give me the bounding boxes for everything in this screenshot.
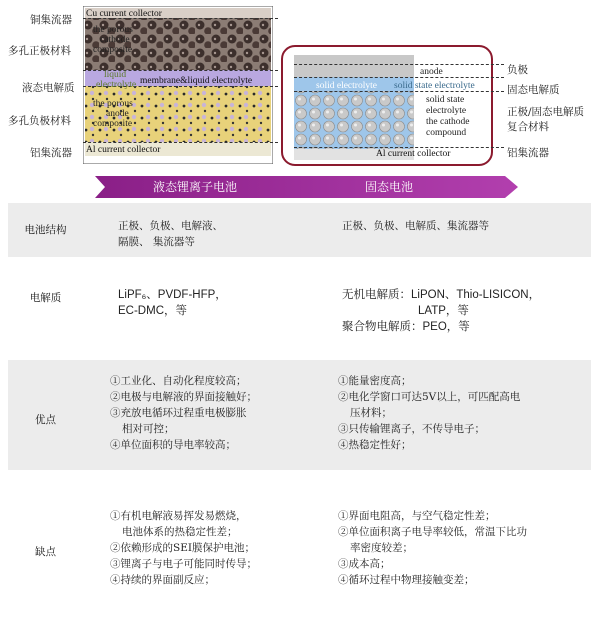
composite-text-2: electrolyte bbox=[426, 106, 467, 116]
liquid-disadvantage-line: ④持续的界面副反应； bbox=[110, 574, 215, 586]
solid-disadvantage-line: ④循环过程中物理接触变差； bbox=[338, 574, 475, 586]
cathode-text-1: the porous bbox=[93, 25, 133, 35]
solid-disadvantage-line: 率密度较差； bbox=[350, 542, 413, 554]
solid-structure-cell bbox=[342, 218, 489, 234]
liquid-text-1: liquid bbox=[104, 70, 127, 80]
solid-electrolyte-cell bbox=[342, 287, 540, 335]
liquid-advantage-line: ②电极与电解液的界面接触好； bbox=[110, 391, 257, 403]
liquid-disadvantage-line: ③锂离子与电子可能同时传导； bbox=[110, 558, 257, 570]
solid-electrolyte-line: 无机电解质：LiPON、Thio-LISICON， bbox=[342, 289, 541, 301]
solid-advantage-line: ④热稳定性好； bbox=[338, 439, 412, 451]
solid-electrolyte-text: solid electrolyte bbox=[316, 81, 377, 91]
cathode-text-2: cathode bbox=[100, 35, 130, 45]
membrane-text: membrane&liquid electrolyte bbox=[140, 76, 253, 86]
liquid-electrolyte-line: LiPF₆、PVDF-HFP， bbox=[118, 289, 227, 301]
left-label-cu-collector: 铜集流器 bbox=[30, 14, 72, 26]
row-label-electrolyte: 电解质 bbox=[29, 292, 62, 304]
solid-electrolyte-line: 聚合物电解质：PEO，等 bbox=[342, 321, 470, 333]
solid-state-electrolyte-text: solid state electrolyte bbox=[394, 81, 475, 91]
comparison-banner bbox=[95, 176, 518, 198]
anode-text-1: the porous bbox=[93, 99, 133, 109]
liquid-electrolyte-cell bbox=[118, 287, 227, 319]
left-label-liquid-electrolyte: 液态电解质 bbox=[22, 82, 75, 94]
anode-text-2: anode bbox=[106, 109, 129, 119]
al-collector-text: Al current collector bbox=[86, 145, 161, 155]
banner-solid-title: 固态电池 bbox=[365, 180, 414, 194]
solid-advantages-cell bbox=[338, 373, 520, 453]
composite-text-1: solid state bbox=[426, 95, 465, 105]
right-label-solid-electrolyte: 固态电解质 bbox=[507, 84, 560, 96]
row-label-advantages: 优点 bbox=[35, 414, 56, 426]
liquid-structure-line: 正极、负极、电解液、 bbox=[118, 220, 223, 232]
liquid-disadvantage-line: ①有机电解液易挥发易燃烧， bbox=[110, 510, 247, 522]
solid-cell-illustration bbox=[294, 55, 414, 160]
solid-disadvantage-line: ②单位面积离子电导率较低，常温下比功 bbox=[338, 526, 527, 538]
right-label-anode: 负极 bbox=[507, 64, 528, 76]
solid-structure-line: 正极、负极、电解质、集流器等 bbox=[342, 220, 489, 232]
left-label-cathode: 多孔正极材料 bbox=[8, 45, 71, 57]
solid-advantage-line: ③只传输锂离子，不传导电子； bbox=[338, 423, 485, 435]
liquid-advantages-cell bbox=[110, 373, 257, 453]
liquid-advantage-line: ④单位面积的导电率较高； bbox=[110, 439, 236, 451]
solid-advantage-line: 压材料； bbox=[350, 407, 392, 419]
left-label-al-collector: 铝集流器 bbox=[30, 147, 72, 159]
anode-text-3: composite bbox=[93, 119, 133, 129]
solid-advantage-line: ②电化学窗口可达5V以上，可匹配高电 bbox=[338, 391, 521, 403]
row-label-structure: 电池结构 bbox=[24, 224, 67, 236]
banner-liquid-title: 液态锂离子电池 bbox=[153, 180, 238, 194]
solid-disadvantages-cell bbox=[338, 508, 527, 588]
solid-disadvantage-line: ①界面电阻高，与空气稳定性差； bbox=[338, 510, 496, 522]
left-label-anode: 多孔负极材料 bbox=[8, 115, 71, 127]
liquid-disadvantage-line: 电池体系的热稳定性差； bbox=[122, 526, 238, 538]
cathode-text-3: composite bbox=[93, 45, 133, 55]
row-bg-structure bbox=[8, 203, 591, 257]
right-label-al-collector: 铝集流器 bbox=[507, 147, 549, 159]
solid-electrolyte-line: LATP，等 bbox=[418, 305, 469, 317]
liquid-structure-cell bbox=[118, 218, 223, 250]
liquid-disadvantage-line: ②依赖形成的SEI膜保护电池； bbox=[110, 542, 256, 554]
right-label-composite-1: 正极/固态电解质 bbox=[507, 106, 585, 118]
liquid-advantage-line: ③充放电循环过程重电极膨胀 bbox=[110, 407, 247, 419]
liquid-advantage-line: 相对可控； bbox=[122, 423, 175, 435]
solid-disadvantage-line: ③成本高； bbox=[338, 558, 391, 570]
solid-anode-text: anode bbox=[420, 67, 443, 77]
cu-collector-text: Cu current collector bbox=[86, 9, 162, 19]
composite-text-4: compound bbox=[426, 128, 467, 138]
composite-text-3: the cathode bbox=[426, 117, 470, 127]
solid-advantage-line: ①能量密度高； bbox=[338, 375, 412, 387]
liquid-electrolyte-line: EC-DMC，等 bbox=[118, 305, 187, 317]
solid-al-collector-text: Al current collector bbox=[376, 149, 451, 159]
liquid-disadvantages-cell bbox=[110, 508, 257, 588]
right-label-composite-2: 复合材料 bbox=[507, 121, 549, 133]
row-label-disadvantages: 缺点 bbox=[35, 546, 56, 558]
liquid-advantage-line: ①工业化、自动化程度较高； bbox=[110, 375, 247, 387]
liquid-structure-line: 隔膜、 集流器等 bbox=[118, 236, 195, 248]
liquid-text-2: electrolyte bbox=[96, 80, 137, 90]
